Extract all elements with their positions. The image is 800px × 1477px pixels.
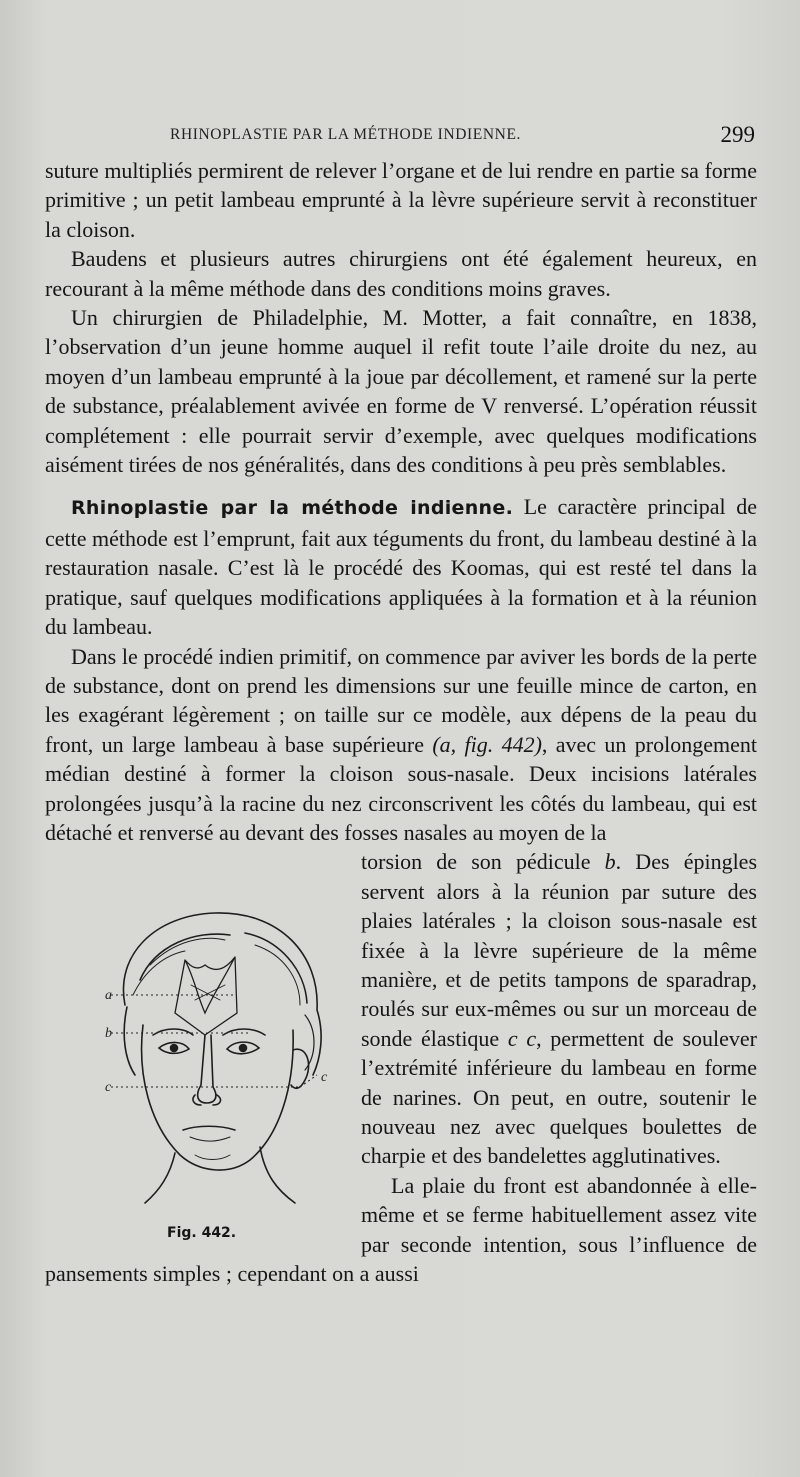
figure-442 <box>45 847 357 1242</box>
section-heading: Rhinoplastie par la méthode indienne. <box>71 497 514 520</box>
face-illustration <box>55 885 355 1215</box>
page-number: 299 <box>720 122 755 147</box>
running-title: RHINOPLASTIE PAR LA MÉTHODE INDIENNE. <box>170 126 521 143</box>
figure-label-c-left: c <box>105 1080 112 1096</box>
paragraph-5-text-b: , avec un prolongement médian destiné à former la cloison sous-nasale. Deux incisions latérales prolongées jusqu’à la racine du nez circonscrivent les côtés du lambeau, qui est détaché et renversé au devant des fosses nasales au moyen de la <box>45 731 757 845</box>
label-b-ref: b <box>604 849 616 875</box>
paragraph-4-text: Le caractère principal de cette méthode est l’emprunt, fait aux téguments du front, du lambeau destiné à la restauration nasale. C’est là le procédé des Koomas, qui est resté tel dans la pratique, sauf quelques modifications appliquées à la formation et à la réunion du lambeau. <box>45 494 758 640</box>
paragraph-5-end: , permettent de soulever l’extrémité inférieure du lambeau en forme de narines. On peut, en outre, soutenir le nouveau nez avec quelques boulettes de charpie et des bandelettes agglutinatives. <box>361 1025 758 1169</box>
paragraph-3: Un chirurgien de Philadelphie, M. Motter, a fait connaître, en 1838, l’observation d’un jeune homme auquel il refit toute l’aile droite du nez, au moyen d’un lambeau emprunté à la joue par décollement, et ramené sur la perte de substance, préalablement avivée en forme de V renversé. L’opération réussit complétement : elle pourrait servir d’exemple, avec quelques modifications aisément tirées de nos généralités, dans des conditions à peu près semblables. <box>45 305 757 478</box>
paragraph-5 <box>45 642 757 848</box>
figure-label-c-right: c <box>321 1070 328 1086</box>
figure-caption: Fig. 442. <box>167 1225 237 1242</box>
paragraph-4 <box>45 492 757 641</box>
page-header <box>170 124 755 152</box>
paragraph-2: Baudens et plusieurs autres chirurgiens ont été également heureux, en recourant à la même méthode dans des conditions moins graves. <box>45 246 757 301</box>
label-cc-ref: c c <box>507 1025 537 1051</box>
paragraph-5-wrap-rest: . Des épingles servent alors à la réunion par suture des plaies latérales ; la cloison sous-nasale est fixée à la lèvre supérieure de la même manière, et de petits tampons de sparadrap, roulés sur eux-mêmes ou sur un morceau de sonde élastique <box>361 849 758 1051</box>
paragraph-6: La plaie du front est abandonnée à elle-même et se ferme habituellement assez vite par seconde intention, sous l’influence de pansements simples ; cependant on a aussi <box>45 1172 757 1287</box>
figure-label-b: b <box>105 1026 112 1042</box>
paragraph-5-text-a: Dans le procédé indien primitif, on commence par aviver les bords de la perte de substance, dont on prend les dimensions sur une feuille mince de carton, en les exagérant légèrement ; on taille sur ce modèle, aux dépens de la peau du front, un large lambeau à base supérieure <box>45 643 757 757</box>
body-text <box>45 156 757 1288</box>
figure-label-a: a <box>105 988 112 1004</box>
figure-reference: (a, fig. 442) <box>432 731 542 757</box>
paragraph-1: suture multipliés permirent de relever l’organe et de lui rendre en partie sa forme primitive ; un petit lambeau emprunté à la lèvre supérieure servit à reconstituer la cloison. <box>45 158 757 242</box>
paragraph-5-wrap-text: torsion de son pédicule <box>361 849 591 875</box>
